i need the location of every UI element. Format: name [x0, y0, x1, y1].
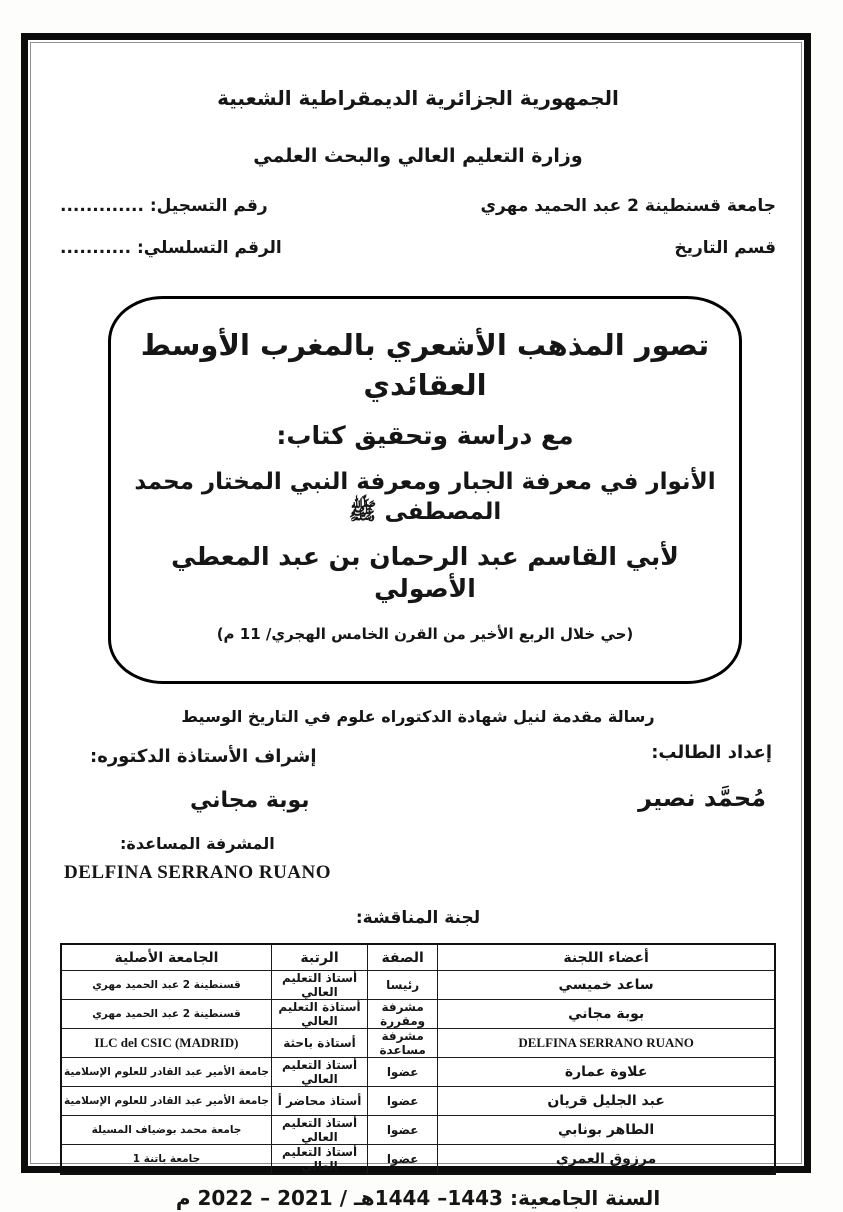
- university-cell: قسنطينة 2 عبد الحميد مهري: [61, 1000, 271, 1029]
- university-cell: جامعة الأمير عبد القادر للعلوم الإسلامية: [61, 1058, 271, 1087]
- member-name-cell: DELFINA SERRANO RUANO: [438, 1029, 775, 1058]
- member-name-cell: علاوة عمارة: [438, 1058, 775, 1087]
- role-cell: عضوا: [368, 1087, 438, 1116]
- supervisor-label: إشراف الأستاذة الدكتوره:: [90, 746, 317, 767]
- committee-row: [61, 1058, 775, 1087]
- member-name-cell: عبد الجليل قريان: [438, 1087, 775, 1116]
- role-cell: رئيسا: [368, 971, 438, 1000]
- rank-cell: أستاذ التعليم العالي: [271, 1145, 367, 1175]
- committee-row: [61, 971, 775, 1000]
- role-cell: مشرفة مساعدة: [368, 1029, 438, 1058]
- rank-cell: أستاذة التعليم العالي: [271, 1000, 367, 1029]
- role-cell: عضوا: [368, 1116, 438, 1145]
- committee-row: [61, 1000, 775, 1029]
- committee-row: [61, 1145, 775, 1175]
- role-cell: عضوا: [368, 1058, 438, 1087]
- department-name: قسم التاريخ: [674, 238, 776, 258]
- university-name: جامعة قسنطينة 2 عبد الحميد مهري: [480, 196, 776, 216]
- role-cell: مشرفة ومقررة: [368, 1000, 438, 1029]
- member-name-cell: مرزوق العمري: [438, 1145, 775, 1175]
- degree-note: رسالة مقدمة لنيل شهادة الدكتوراه علوم في التاريخ الوسيط: [181, 707, 655, 726]
- university-cell: جامعة باتنة 1: [61, 1145, 271, 1175]
- assistant-supervisor-label: المشرفة المساعدة:: [120, 834, 275, 853]
- author-lifespan-note: (حي خلال الربع الأخير من القرن الخامس الهجري/ 11 م): [216, 625, 634, 643]
- ministry-title: وزارة التعليم العالي والبحث العلمي: [253, 145, 583, 167]
- university-info-row: [60, 196, 776, 216]
- university-cell: ILC del CSIC (MADRID): [61, 1029, 271, 1058]
- committee-row: [61, 1087, 775, 1116]
- role-column-header: الصفة: [368, 944, 438, 971]
- document-page: [28, 40, 804, 1210]
- university-column-header: الجامعة الأصلية: [61, 944, 271, 971]
- registration-number-label: رقم التسجيل: .............: [60, 196, 268, 216]
- academic-year: السنة الجامعية: 1443– 1444هـ / 2021 – 2022 م: [175, 1186, 661, 1210]
- committee-row: [61, 1029, 775, 1058]
- committee-table: [60, 943, 776, 1175]
- rank-cell: أستاذ التعليم العالي: [271, 1058, 367, 1087]
- committee-header-row: [61, 944, 775, 971]
- serial-number-label: الرقم التسلسلي: ...........: [60, 238, 282, 258]
- thesis-title-box: [108, 296, 742, 684]
- assistant-supervisor-name: DELFINA SERRANO RUANO: [64, 862, 332, 883]
- book-author: لأبي القاسم عبد الرحمان بن عبد المعطي الأصولي: [171, 542, 679, 603]
- member-name-cell: ساعد خميسي: [438, 971, 775, 1000]
- university-cell: جامعة الأمير عبد القادر للعلوم الإسلامية: [61, 1087, 271, 1116]
- role-cell: عضوا: [368, 1145, 438, 1175]
- rank-column-header: الرتبة: [271, 944, 367, 971]
- department-info-row: [60, 238, 776, 258]
- rank-cell: أستاذة باحثة: [271, 1029, 367, 1058]
- people-section: [60, 742, 776, 890]
- member-name-cell: الطاهر بونابي: [438, 1116, 775, 1145]
- supervisor-name: بوبة مجاني: [190, 788, 310, 813]
- page-border-frame: [21, 33, 811, 1210]
- thesis-subtitle: مع دراسة وتحقيق كتاب:: [276, 421, 574, 450]
- member-name-cell: بوبة مجاني: [438, 1000, 775, 1029]
- republic-title: الجمهورية الجزائرية الديمقراطية الشعبية: [217, 86, 619, 110]
- committee-row: [61, 1116, 775, 1145]
- members-column-header: أعضاء اللجنة: [438, 944, 775, 971]
- rank-cell: أستاذ التعليم العالي: [271, 971, 367, 1000]
- student-name: مُحمَّد نصير: [638, 784, 766, 812]
- rank-cell: أستاذ التعليم العالي: [271, 1116, 367, 1145]
- rank-cell: أستاذ محاضر أ: [271, 1087, 367, 1116]
- thesis-main-title: تصور المذهب الأشعري بالمغرب الأوسط العقائدي: [140, 328, 710, 402]
- book-title: الأنوار في معرفة الجبار ومعرفة النبي المختار محمد المصطفى ﷺ: [134, 469, 716, 525]
- university-cell: قسنطينة 2 عبد الحميد مهري: [61, 971, 271, 1000]
- university-cell: جامعة محمد بوضياف المسيلة: [61, 1116, 271, 1145]
- student-label: إعداد الطالب:: [651, 742, 772, 763]
- committee-title: لجنة المناقشة:: [355, 908, 481, 928]
